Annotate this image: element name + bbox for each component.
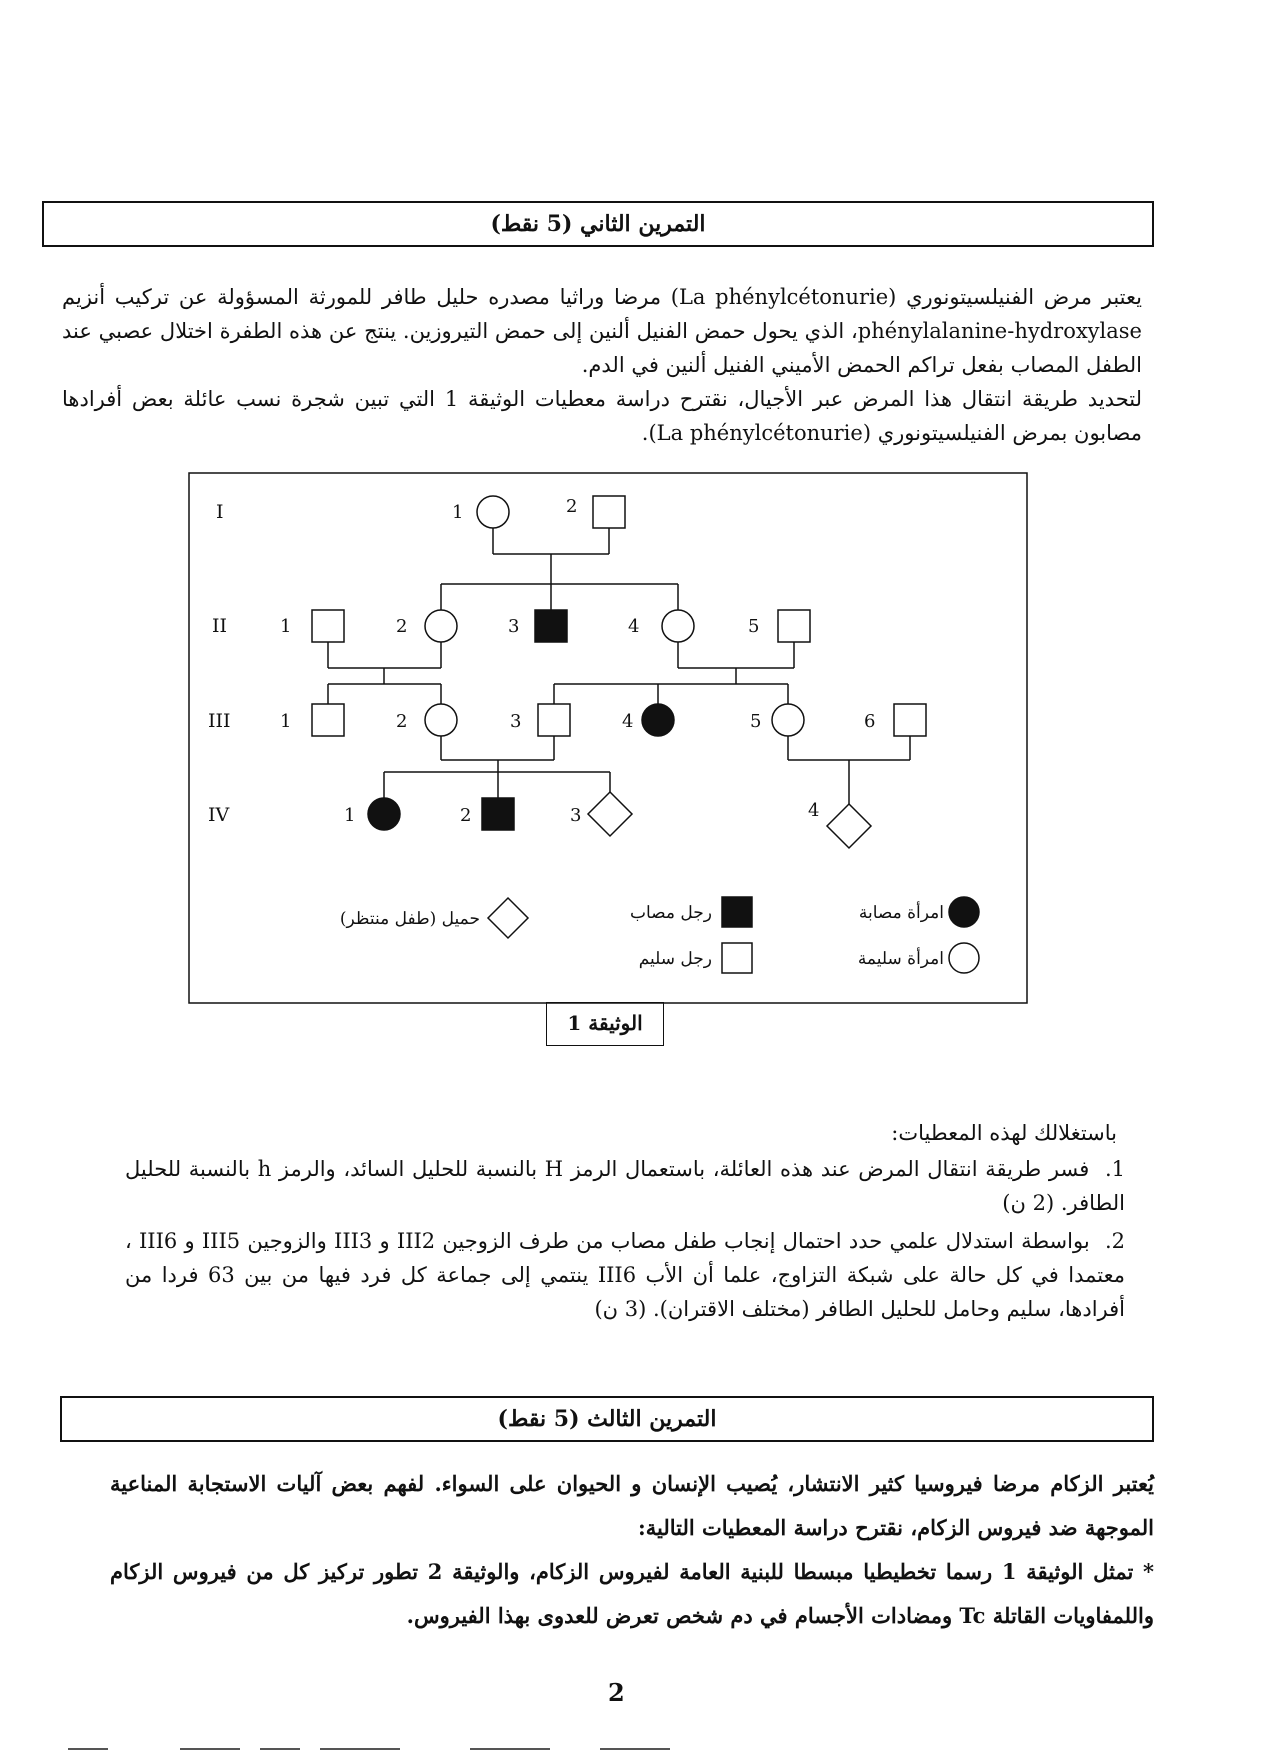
questions-lead-in: باستغلالك لهذه المعطيات: (891, 1121, 1117, 1145)
legend-healthy-man-symbol (722, 943, 752, 973)
num-I-1: 1 (452, 502, 464, 523)
question-2-text: بواسطة استدلال علمي حدد احتمال إنجاب طفل مصاب من طرف الزوجين III2 و III3 والزوجين III5 و III6 ، معتمدا في كل حالة على شبكة التزاوج، علما أن الأب III6 ينتمي إلى جماعة كل فرد فيها من بين 63 فردا من أفرادها، سليم وحامل للحليل الطافر (مختلف الاقتران). (3 ن) (125, 1229, 1125, 1321)
exercise3-title: التمرين الثالث (5 نقط) (60, 1396, 1154, 1442)
num-II-5: 5 (748, 616, 760, 637)
num-II-3: 3 (508, 616, 520, 637)
legend-fetus-label: حميل (طفل منتظر) (339, 909, 480, 929)
question-1-number: 1. (1104, 1157, 1125, 1181)
num-IV-4: 4 (808, 800, 820, 821)
footer-rule-3 (260, 1748, 300, 1750)
intro-paragraph-1: يعتبر مرض الفنيلسيتونوري (La phénylcétonurie) مرضا وراثيا مصدره حليل طافر للمورثة المسؤولة عن تركيب أنزيم phénylalanine-hydroxylase، الذي يحول حمض الفنيل ألنين إلى حمض التيروزين. ينتج عن هذه الطفرة اختلال عصبي عند الطفل المصاب بفعل تراكم الحمض الأميني الفنيل ألنين في الدم. (62, 285, 1142, 377)
IV-1-affected-woman (368, 798, 400, 830)
II-1-healthy-man (312, 610, 344, 642)
generation-label-II: II (212, 615, 228, 637)
intro-paragraph-2: لتحديد طريقة انتقال هذا المرض عبر الأجيال، نقترح دراسة معطيات الوثيقة 1 التي تبين شجرة نسب عائلة بعض أفرادها مصابون بمرض الفنيلسيتونوري (La phénylcétonurie). (62, 387, 1142, 445)
footer-rule-1 (68, 1748, 108, 1750)
footer-rule-6 (600, 1748, 670, 1750)
exercise3-paragraph-2: * تمثل الوثيقة 1 رسما تخطيطيا مبسطا للبنية العامة لفيروس الزكام، والوثيقة 2 تطور تركيز كل من فيروس الزكام واللمفاويات القاتلة Tc ومضادات الأجسام في دم شخص تعرض للعدوى بهذا الفيروس. (110, 1559, 1155, 1628)
III-3-healthy-man (538, 704, 570, 736)
III-4-affected-woman (642, 704, 674, 736)
page-number: 2 (608, 1678, 625, 1707)
III-2-healthy-woman (425, 704, 457, 736)
IV-4-fetus (827, 804, 871, 848)
legend-healthy-man-label: رجل سليم (638, 949, 712, 969)
num-II-4: 4 (628, 616, 640, 637)
num-IV-3: 3 (570, 805, 582, 826)
II-4-healthy-woman (662, 610, 694, 642)
num-III-4: 4 (622, 711, 634, 732)
exercise3-body (110, 1462, 1154, 1638)
exercise2-title: التمرين الثاني (5 نقط) (42, 201, 1154, 247)
num-IV-1: 1 (344, 805, 356, 826)
IV-2-affected-man (482, 798, 514, 830)
generation-label-III: III (208, 710, 231, 732)
legend-affected-man-symbol (722, 897, 752, 927)
footer-rule-2 (180, 1748, 240, 1750)
legend-fetus-symbol (488, 898, 528, 938)
III-6-healthy-man (894, 704, 926, 736)
num-IV-2: 2 (460, 805, 472, 826)
IV-3-fetus (588, 792, 632, 836)
generation-label-IV: IV (208, 804, 230, 826)
generation-label-I: I (216, 501, 224, 523)
exercise3-paragraph-1: يُعتبر الزكام مرضا فيروسيا كثير الانتشار، يُصيب الإنسان و الحيوان على السواء. لفهم بعض آليات الاستجابة المناعية الموجهة ضد فيروس الزكام، نقترح دراسة المعطيات التالية: (110, 1471, 1154, 1540)
num-III-1: 1 (280, 711, 292, 732)
II-5-healthy-man (778, 610, 810, 642)
question-1-text: فسر طريقة انتقال المرض عند هذه العائلة، باستعمال الرمز H بالنسبة للحليل السائد، والرمز h بالنسبة للحليل الطافر. (2 ن) (125, 1157, 1125, 1215)
question-1 (125, 1152, 1125, 1220)
legend-affected-man-label: رجل مصاب (629, 903, 712, 923)
legend-affected-woman-label: امرأة مصابة (858, 903, 944, 923)
legend-affected-woman-symbol (949, 897, 979, 927)
footer-rule-5 (470, 1748, 550, 1750)
I-2-healthy-man (593, 496, 625, 528)
footer-rule-4 (320, 1748, 400, 1750)
III-1-healthy-man (312, 704, 344, 736)
num-III-3: 3 (510, 711, 522, 732)
num-I-2: 2 (566, 496, 578, 517)
num-III-5: 5 (750, 711, 762, 732)
II-3-affected-man (535, 610, 567, 642)
I-1-healthy-woman (477, 496, 509, 528)
question-2 (125, 1224, 1125, 1326)
question-2-number: 2. (1104, 1229, 1125, 1253)
document-1-label: الوثيقة 1 (546, 1002, 664, 1046)
exercise2-intro (62, 280, 1142, 450)
legend-healthy-woman-symbol (949, 943, 979, 973)
pedigree-diagram (188, 472, 1028, 1004)
II-2-healthy-woman (425, 610, 457, 642)
legend-healthy-woman-label: امرأة سليمة (857, 949, 944, 969)
III-5-healthy-woman (772, 704, 804, 736)
num-III-6: 6 (864, 711, 876, 732)
num-II-1: 1 (280, 616, 292, 637)
num-III-2: 2 (396, 711, 408, 732)
num-II-2: 2 (396, 616, 408, 637)
